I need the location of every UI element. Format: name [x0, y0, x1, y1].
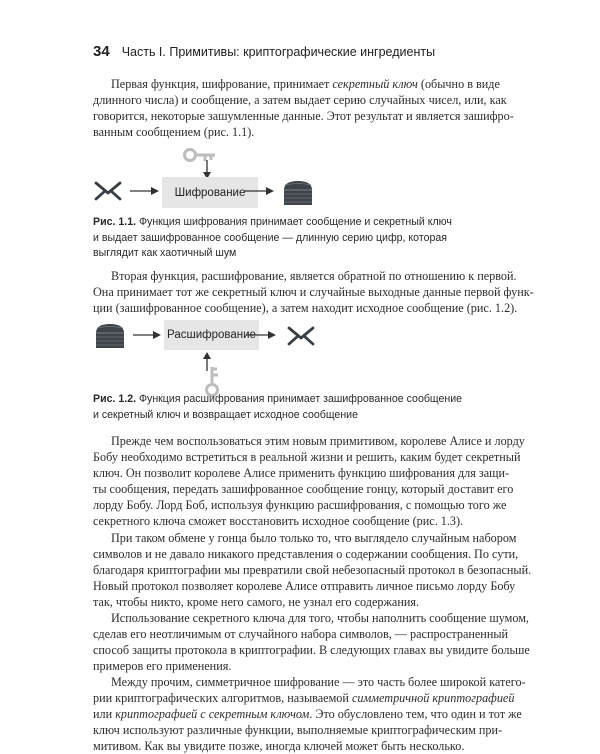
caption-number: Рис. 1.2. [93, 393, 137, 405]
paragraph-6: Между прочим, симметричное шифрование — это часть более широкой катего- рии криптографических алгоритмов, называемой симметричной криптографией или криптографией с секретным ключом. Это обусловлено тем, что один и тот же ключ используют различные функции, выполняемые криптографическим при- митивом. Как вы увидите позже, иногда ключей может быть несколько. [93, 675, 526, 754]
running-header [93, 43, 435, 60]
envelope-icon [94, 181, 122, 201]
term-secret-key: секретный ключ [332, 77, 418, 91]
treasure-chest-icon [282, 179, 314, 207]
para1-line-3: говорится, некоторые зашумленные данные. Этот результат и является зашифро- [93, 109, 514, 124]
figure-1-1-caption: Рис. 1.1. Функция шифрования принимает сообщение и секретный ключ и выдает зашифрованное сообщение — длинную серию цифр, которая выглядит как хаотичный шум [93, 216, 452, 259]
paragraph-3: Прежде чем воспользоваться этим новым примитивом, королеве Алисе и лорду Бобу необходимо встретиться в реальной жизни и решить, каким будет секретный ключ. Он позволит королеве Алисе применить функцию шифрования для защи- ты сообщения, передать зашифрованное сообщение гонцу, который доставит его лорду Бобу. Лорд Боб, используя функцию расшифрования, с помощью того же секретного ключа сможет восстановить исходное сообщение (рис. 1.3). [93, 434, 525, 529]
para1-line-1: Первая функция, шифрование, принимает секретный ключ (обычно в виде [111, 77, 500, 91]
paragraph-4: При таком обмене у гонца было только то, что выглядело случайным набором символов и не давало никакого представления о содержании сообщения. По сути, благодаря криптографии мы превратили свой небезопасный протокол в безопасный. Новый протокол позволяет королеве Алисе отправить личное письмо лорду Бобу так, чтобы никто, кроме него самого, не узнал его содержания. [93, 531, 532, 610]
para1-line-2: длинного числа) и сообщение, а затем выдает серию случайных чисел, или, как [93, 93, 507, 108]
treasure-chest-icon [94, 322, 126, 350]
page-number: 34 [93, 43, 110, 60]
caption-number: Рис. 1.1. [93, 216, 137, 228]
encryption-box: Шифрование [162, 177, 258, 208]
term-secret-key-crypto: криптографией с секретным ключом [115, 707, 310, 722]
term-symmetric-crypto: симметричной криптографией [351, 691, 515, 706]
paragraph-5: Использование секретного ключа для того, чтобы наполнить сообщение шумом, сделав его неотличимым от случайного набора символов, — распространенный способ защиты протокола в криптографии. В следующих главах вы увидите больше примеров его применения. [93, 611, 530, 674]
envelope-icon [287, 326, 315, 346]
arrow-right-icon [133, 330, 163, 340]
arrow-right-icon [246, 330, 278, 340]
arrow-right-icon [130, 186, 160, 196]
paragraph-2: Вторая функция, расшифрование, является обратной по отношению к первой. Она принимает тот же секретный ключ и случайные выходные данные первой функ- ции (зашифрованное сообщение), а затем находит исходное сообщение (рис. 1.2). [93, 269, 534, 316]
running-title: Часть I. Примитивы: криптографические ингредиенты [121, 45, 436, 59]
paragraph-1 [93, 76, 514, 140]
para1-line-4: ванным сообщением (рис. 1.1). [93, 125, 255, 140]
figure-1-2-caption: Рис. 1.2. Функция расшифрования принимает зашифрованное сообщение и секретный ключ и возвращает исходное сообщение [93, 393, 463, 421]
decryption-box: Расшифрование [164, 320, 259, 350]
arrow-right-icon [244, 186, 276, 196]
